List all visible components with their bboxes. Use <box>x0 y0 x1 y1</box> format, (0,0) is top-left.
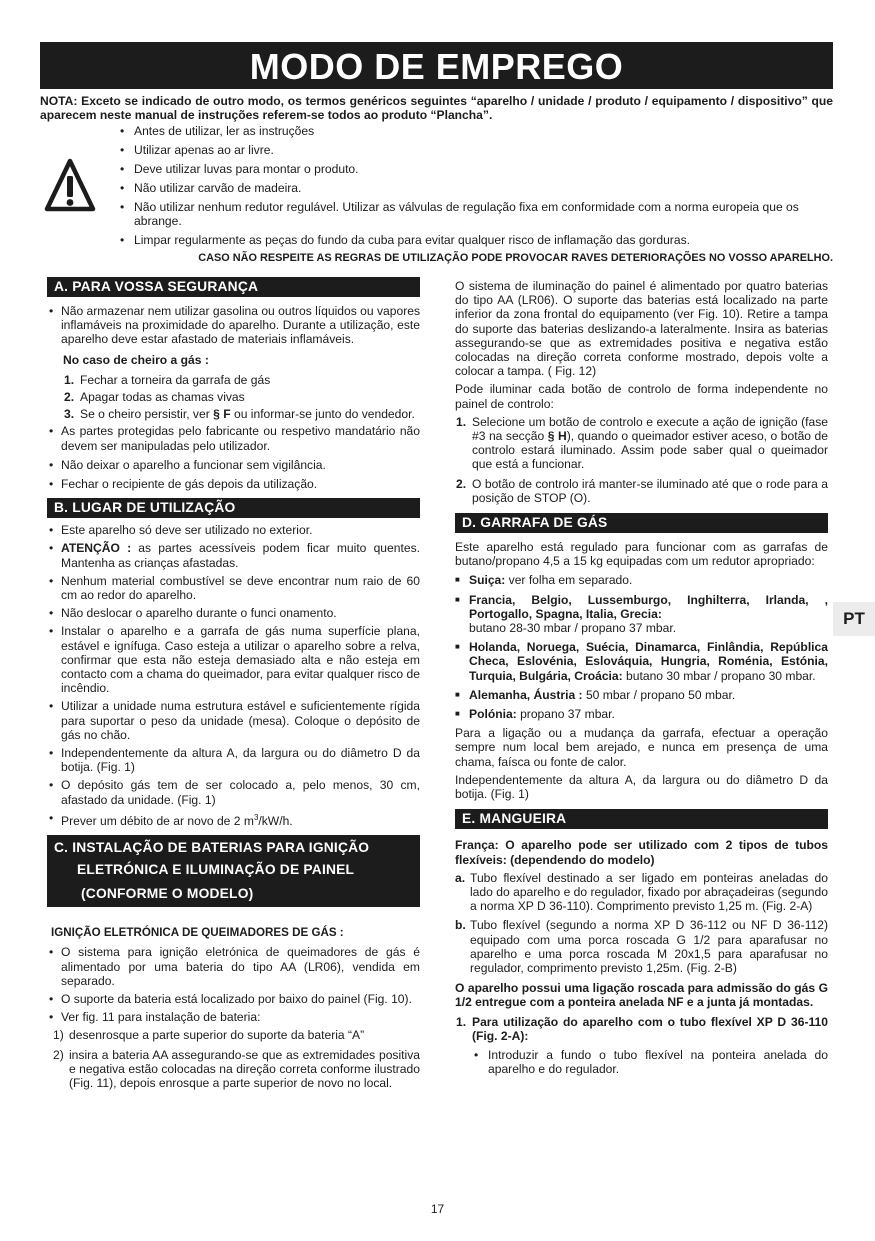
panel-lighting-paragraph: O sistema de iluminação do painel é alimentado por quatro baterias do tipo AA (LR06). O suporte das baterias está localizado na parte inferior da zona frontal do equipamento (ver Fig. 10). Retire a tampa do suporte das baterias deslizando-a lateralmente. Insira as baterias assegurando-se que as extremidades positiva e negativa estão colocadas na direção correta conforme mostrado, depois volte a colocar a tampa. ( Fig. 12) <box>455 279 828 379</box>
gas-smell-steps <box>47 373 420 422</box>
note-paragraph: NOTA: Exceto se indicado de outro modo, os termos genéricos seguintes “aparelho / unidade / produto / equipamento / dispositivo” que aparecem neste manual de instruções referem-se todos ao produto “Plancha”. <box>40 94 833 122</box>
right-column <box>455 279 828 1076</box>
list-item: 3. Se o cheiro persistir, ver § F ou informar-se junto do vendedor. <box>64 407 415 422</box>
list-item: • Não utilizar nenhum redutor regulável. Utilizar as válvulas de regulação fixa em conformidade com a norma europeia que os abrange. <box>118 200 833 229</box>
list-item: • Este aparelho só deve ser utilizado no exterior. <box>47 523 420 537</box>
section-d-header: D. GARRAFA DE GÁS <box>455 513 828 533</box>
bottle-size-paragraph: Independentemente da altura A, da largura ou do diâmetro D da botija. (Fig. 1) <box>455 772 828 802</box>
caution-text: CASO NÃO RESPEITE AS REGRAS DE UTILIZAÇÃO PODE PROVOCAR RAVES DETERIORAÇÕES NO VOSSO APARELHO. <box>198 252 833 264</box>
list-item: 1. Selecione um botão de controlo e execute a ação de ignição (fase #3 na secção § H), quando o queimador estiver aceso, o botão de controlo estará iluminado. Assim pode saber qual o queimador que está a funcionar. <box>456 414 828 472</box>
battery-steps <box>47 1028 420 1090</box>
gas-smell-heading: No caso de cheiro a gás : <box>63 352 209 367</box>
list-item: • Utilizar apenas ao ar livre. <box>118 143 833 158</box>
list-item: 2. O botão de controlo irá manter-se iluminado até que o rode para a posição de STOP (O). <box>456 476 828 505</box>
hose-types <box>455 871 828 975</box>
country-pressure-list <box>455 573 828 721</box>
ignition-subheading: IGNIÇÃO ELETRÓNICA DE QUEIMADORES DE GÁS : <box>51 926 344 940</box>
list-item: ■ Holanda, Noruega, Suécia, Dinamarca, Finlândia, República Checa, Eslovénia, Eslováquia, Hungria, Roménia, Estónia, Turquia, Bulgária, Croácia: butano 30 mbar / propano 30 mbar. <box>455 640 828 683</box>
list-item: • O suporte da bateria está localizado por baixo do painel (Fig. 10). <box>47 992 420 1006</box>
section-a-list <box>47 304 420 347</box>
list-item: ■ Suiça: ver folha em separado. <box>455 573 828 587</box>
list-item: • Introduzir a fundo o tubo flexível na ponteira anelada do aparelho e do regulador. <box>472 1048 828 1076</box>
page-number: 17 <box>430 1202 445 1216</box>
list-item: a. Tubo flexível destinado a ser ligado em ponteiras aneladas do lado do aparelho e do regulador, fixado por abraçadeiras (segundo a norma XP D 36-110). Comprimento previsto 1,25 m. (Fig. 2-A) <box>455 870 828 914</box>
list-item: • Ver fig. 11 para instalação de bateria: <box>47 1010 420 1024</box>
list-item: • Nenhum material combustível se deve encontrar num raio de 60 cm ao redor do aparelho. <box>47 574 420 602</box>
section-a-bullets <box>47 424 420 491</box>
section-a-header: A. PARA VOSSA SEGURANÇA <box>47 277 420 297</box>
list-item: • As partes protegidas pelo fabricante ou respetivo mandatário não devem ser manipuladas pelo utilizador. <box>47 424 420 452</box>
list-item: 2) insira a bateria AA assegurando-se que as extremidades positiva e negativa estão colocadas na direção correta conforme ilustrado (Fig. 11), depois enrosque a parte superior de novo no local. <box>53 1047 420 1090</box>
list-item: • Não armazenar nem utilizar gasolina ou outros líquidos ou vapores inflamáveis na proximidade do aparelho. Durante a utilização, este aparelho deve estar afastado de materiais inflamáveis. <box>47 304 420 347</box>
section-b-list <box>47 523 420 828</box>
threaded-connection-paragraph: O aparelho possui uma ligação roscada para admissão do gás G 1/2 entregue com a ponteira anelada NF e a junta já montadas. <box>455 981 828 1010</box>
language-tab: PT <box>833 602 875 636</box>
list-item: • Utilizar a unidade numa estrutura estável e suficientemente rígida para suportar o peso da unidade (mesa). Coloque o depósito de gás no chão. <box>47 699 420 742</box>
gas-bottle-intro: Este aparelho está regulado para funcionar com as garrafas de butano/propano 4,5 a 15 kg equipadas com um redutor apropriado: <box>455 540 828 569</box>
list-item: • Prever um débito de ar novo de 2 $m^3/kW/h$. <box>47 811 420 828</box>
list-item: ■ Polónia: propano 37 mbar. <box>455 707 828 721</box>
list-item: b. Tubo flexível (segundo a norma XP D 36-112 ou NF D 36-112) equipado com uma porca roscada G 1/2 para aparafusar no aparelho e uma porca roscada M 20x1,5 para aparafusar no regulador, comprimento previsto 1,25m. (Fig. 2-B) <box>455 918 828 975</box>
list-item: • Antes de utilizar, ler as instruções <box>118 124 833 139</box>
section-b-header: B. LUGAR DE UTILIZAÇÃO <box>47 498 420 518</box>
section-e-header: E. MANGUEIRA <box>455 809 828 829</box>
list-item: • Fechar o recipiente de gás depois da utilização. <box>47 477 420 491</box>
hose-intro: França: O aparelho pode ser utilizado com 2 tipos de tubos flexíveis: (dependendo do modelo) <box>455 838 828 867</box>
section-c-list <box>47 945 420 1024</box>
warning-triangle-icon <box>44 157 96 215</box>
list-item: • O depósito gás tem de ser colocado a, pelo menos, 30 cm, afastado da unidade. (Fig. 1) <box>47 778 420 806</box>
list-item: • Não deixar o aparelho a funcionar sem vigilância. <box>47 458 420 472</box>
list-item: • Independentemente da altura A, da largura ou do diâmetro D da botija. (Fig. 1) <box>47 746 420 774</box>
list-item: • Limpar regularmente as peças do fundo da cuba para evitar qualquer risco de inflamação das gorduras. <box>118 233 833 248</box>
list-item: • ATENÇÃO : as partes acessíveis podem ficar muito quentes. Mantenha as crianças afastadas. <box>47 541 420 569</box>
panel-lighting-steps <box>455 415 828 505</box>
panel-lighting-paragraph-2: Pode iluminar cada botão de controlo de forma independente no painel de controlo: <box>455 382 828 411</box>
list-item: 1. Fechar a torneira da garrafa de gás <box>64 372 271 387</box>
list-item: 2. Apagar todas as chamas vivas <box>64 390 245 405</box>
hose-step-1: 1. Para utilização do aparelho com o tubo flexível XP D 36-110 (Fig. 2-A): <box>456 1014 828 1043</box>
page-title: MODO DE EMPREGO <box>40 42 833 89</box>
list-item: ■ Alemanha, Áustria : 50 mbar / propano 50 mbar. <box>455 688 828 702</box>
list-item: • Não utilizar carvão de madeira. <box>118 181 833 196</box>
list-item: • Instalar o aparelho e a garrafa de gás numa superfície plana, estável e ignífuga. Caso esteja a utilizar o aparelho sobre a relva, confirmar que esta não esteja demasiado alta e não esteja em contacto com a chama do queimador, para evitar qualquer risco de incêndio. <box>47 624 420 695</box>
list-item: • Não deslocar o aparelho durante o funci onamento. <box>47 606 420 620</box>
list-item: ■ Francia, Belgio, Lussemburgo, Inghilterra, Irlanda, , Portogallo, Spagna, Italia, Grecia: butano 28-30 mbar / propano 37 mbar. <box>455 593 828 636</box>
bottle-change-paragraph: Para a ligação ou a mudança da garrafa, efectuar a operação sempre num local bem arejado, e nunca em presença de uma chama, faísca ou fonte de calor. <box>455 726 828 769</box>
list-item: • Deve utilizar luvas para montar o produto. <box>118 162 833 177</box>
list-item: 1) desenrosque a parte superior do suporte da bateria “A” <box>53 1028 365 1043</box>
left-column <box>47 277 420 1090</box>
list-item: • O sistema para ignição eletrónica de queimadores de gás é alimentado por uma bateria do tipo AA (LR06), vendida em separado. <box>47 945 420 988</box>
hose-step-1-bullets <box>455 1048 828 1076</box>
section-c-header: C. INSTALAÇÃO DE BATERIAS PARA IGNIÇÃO ELETRÓNICA E ILUMINAÇÃO DE PAINEL (CONFORME O MODELO) <box>47 835 420 907</box>
general-instructions-list <box>118 124 833 252</box>
